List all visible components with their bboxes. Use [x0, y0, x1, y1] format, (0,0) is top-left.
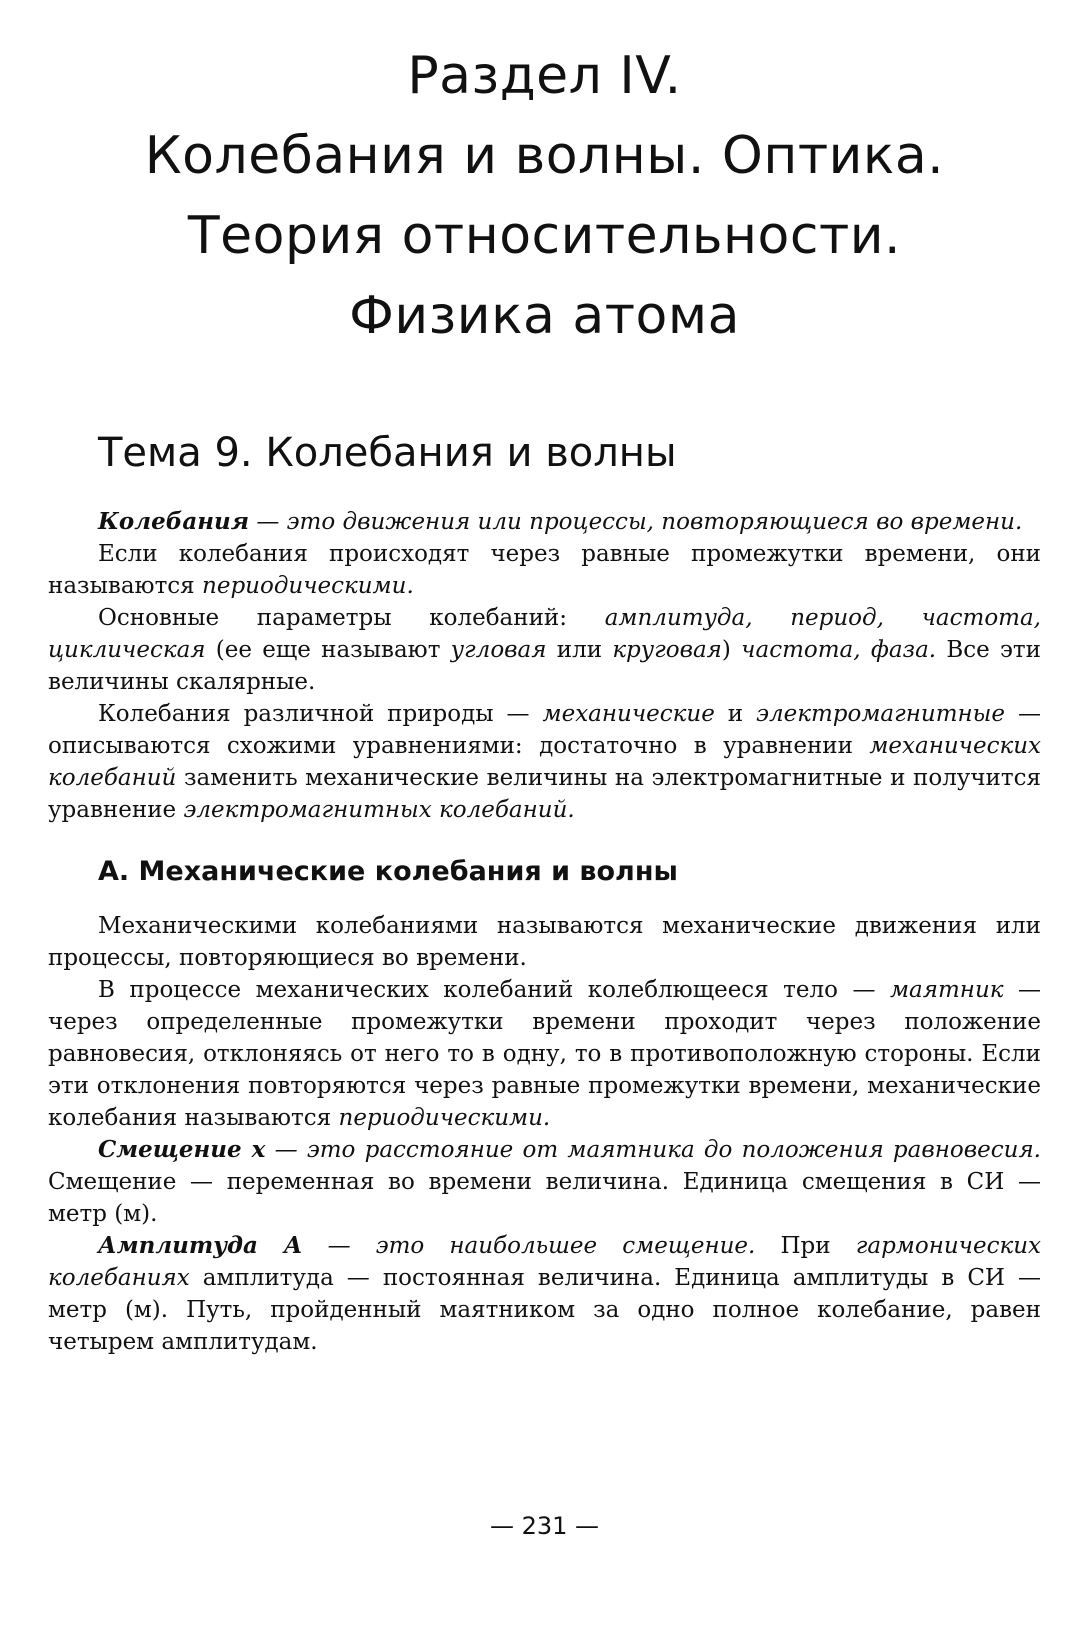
italic-term: электромагнитных колебаний. — [183, 797, 575, 823]
section-title — [48, 36, 1041, 356]
definition-text: — это наибольшее смещение. — [302, 1233, 756, 1259]
document-page — [48, 0, 1041, 1625]
section-title-line-1: Раздел IV. — [407, 46, 682, 106]
text: Смещение — переменная во времени величина. Единица смещения в СИ — метр (м). — [48, 1169, 1041, 1227]
definition-text: — это расстояние от маятника до положения равновесия. — [265, 1137, 1041, 1163]
italic-term: амплитуда, период, частота, циклическая — [48, 605, 1041, 663]
topic-title: Тема 9. Колебания и волны — [98, 430, 677, 476]
italic-term: гармонических колебаниях — [48, 1233, 1041, 1291]
subsection-heading: А. Механические колебания и волны — [98, 856, 678, 887]
term-amplitude: Амплитуда А — [98, 1232, 303, 1259]
italic-term: маятник — [889, 977, 1004, 1003]
section-title-line-3: Теория относительности. — [187, 206, 902, 266]
paragraph-amplitude — [48, 1230, 1041, 1358]
italic-term: периодическими. — [202, 573, 414, 599]
definition-text: — это движения или процессы, повторяющиеся во времени. — [249, 509, 1023, 535]
text: Основные параметры колебаний: — [98, 605, 605, 631]
text: (ее еще называют — [205, 637, 451, 663]
intro-text — [48, 506, 1041, 826]
text: Если колебания происходят через равные промежутки времени, они называются — [48, 541, 1041, 599]
text: или — [546, 637, 613, 663]
paragraph-periodic — [48, 538, 1041, 602]
section-title-line-4: Физика атома — [349, 286, 740, 346]
italic-term: угловая — [450, 637, 547, 663]
page-number: — 231 — — [489, 1512, 600, 1540]
paragraph-definition — [48, 506, 1041, 538]
text: амплитуда — постоянная величина. Единица амплитуды в СИ — метр (м). Путь, пройденный маятником за одно полное колебание, равен четырем амплитудам. — [48, 1265, 1041, 1355]
italic-term: механических колебаний — [48, 733, 1041, 791]
term-displacement: Смещение x — [98, 1136, 266, 1163]
text: Колебания различной природы — — [98, 701, 543, 727]
paragraph-displacement — [48, 1134, 1041, 1230]
paragraph-parameters — [48, 602, 1041, 698]
italic-term: частота, фаза. — [741, 637, 937, 663]
italic-term: механические — [542, 701, 715, 727]
text: заменить механические величины на электромагнитные и получится уравнение — [48, 765, 1041, 823]
text: При — [755, 1233, 856, 1259]
text: и — [714, 701, 757, 727]
text: ) — [721, 637, 742, 663]
text: — через определенные промежутки времени проходит через положение равновесия, отклоняясь от него то в одну, то в противоположную стороны. Если эти отклонения повторяются через равные промежутки времени, механические колебания называются — [48, 977, 1041, 1131]
paragraph-mechanical: Механическими колебаниями называются механические движения или процессы, повторяющиеся во времени. — [48, 913, 1041, 971]
text: Все эти величины скалярные. — [48, 637, 1041, 695]
italic-term: периодическими. — [338, 1105, 551, 1131]
text: В процессе механических колебаний колеблющееся тело — — [98, 977, 890, 1003]
italic-term: электромагнитные — [756, 701, 1006, 727]
italic-term: круговая — [612, 637, 722, 663]
section-title-line-2: Колебания и волны. Оптика. — [144, 126, 945, 186]
text: — описываются схожими уравнениями: достаточно в уравнении — [48, 701, 1041, 759]
term-oscillations: Колебания — [98, 508, 250, 535]
paragraph-nature — [48, 698, 1041, 826]
subsection-text — [48, 910, 1041, 1358]
paragraph-pendulum — [48, 974, 1041, 1134]
